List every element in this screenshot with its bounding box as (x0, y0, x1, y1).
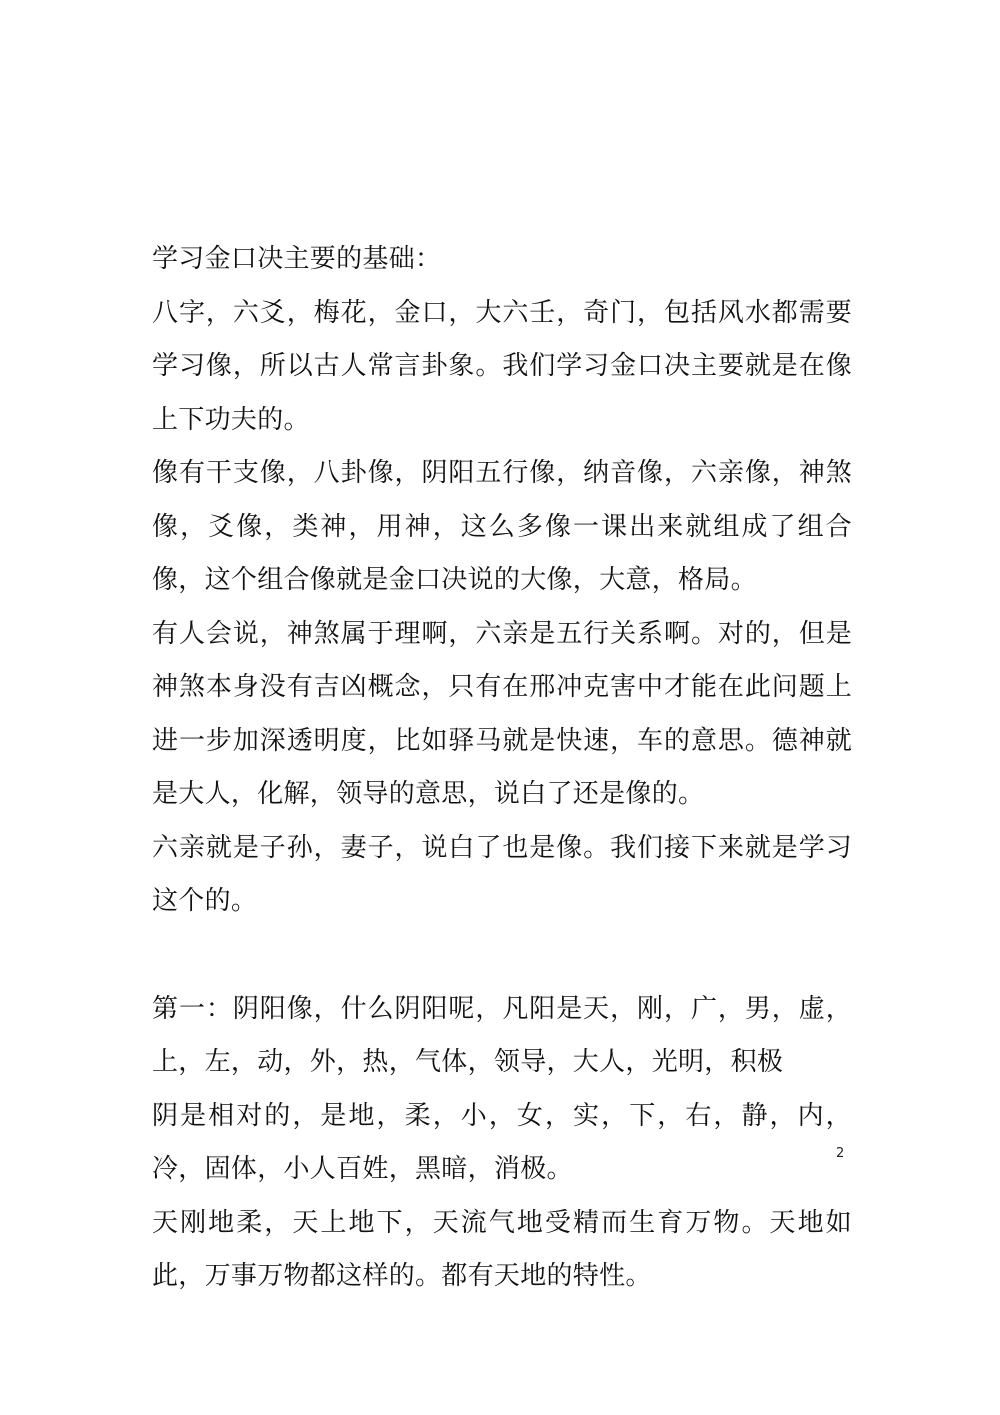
paragraph: 有人会说，神煞属于理啊，六亲是五行关系啊。对的，但是神煞本身没有吉凶概念，只有在邢冲克害中才能在此问题上进一步加深透明度，比如驿马就是快速，车的意思。德神就是大人，化解，领导的意思，说白了还是像的。 (152, 618, 852, 809)
document-body (152, 233, 852, 1304)
paragraph: 像有干支像，八卦像，阴阳五行像，纳音像，六亲像，神煞像，爻像，类神，用神，这么多像一课出来就组成了组合像，这个组合像就是金口决说的大像，大意，格局。 (152, 458, 852, 595)
page-number: 2 (836, 1146, 845, 1161)
paragraph: 六亲就是子孙，妻子，说白了也是像。我们接下来就是学习这个的。 (152, 832, 852, 916)
section-heading: 学习金口决主要的基础： (152, 244, 442, 274)
paragraph: 第一：阴阳像，什么阴阳呢，凡阳是天，刚，广，男，虚，上，左，动，外，热，气体，领导，大人，光明，积极 (152, 993, 852, 1077)
paragraph: 阴是相对的，是地，柔，小，女，实，下，右，静，内，冷，固体，小人百姓，黑暗，消极。 (152, 1100, 852, 1184)
blank-line (152, 929, 852, 983)
paragraph: 八字，六爻，梅花，金口，大六壬，奇门，包括风水都需要学习像，所以古人常言卦象。我们学习金口决主要就是在像上下功夫的。 (152, 297, 852, 435)
paragraph: 天刚地柔，天上地下，天流气地受精而生育万物。天地如此，万事万物都这样的。都有天地的特性。 (152, 1207, 852, 1291)
